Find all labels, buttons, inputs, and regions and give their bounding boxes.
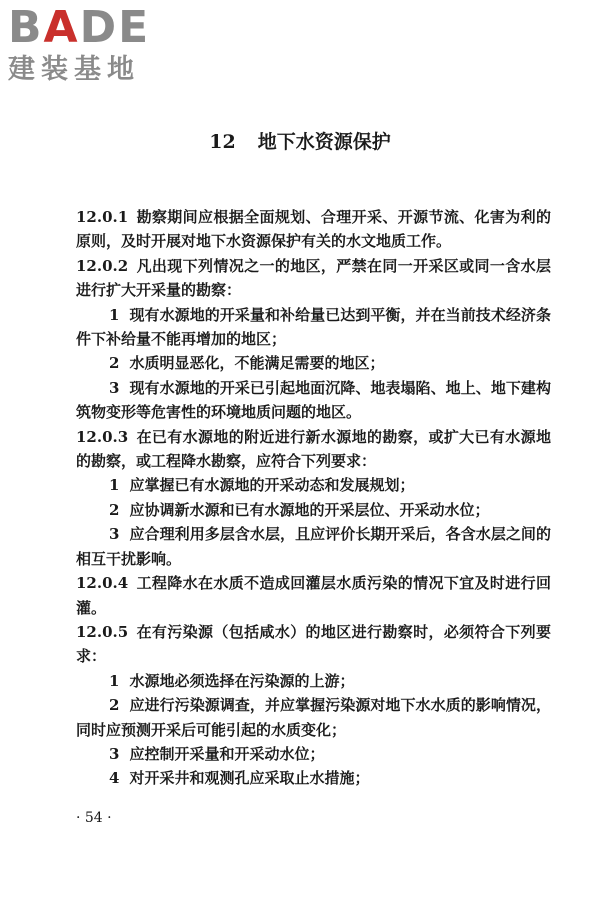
list-item (76, 303, 551, 352)
list-item (76, 766, 551, 790)
list-item (76, 693, 551, 742)
item-number: 3 (109, 744, 120, 763)
list-item (76, 498, 551, 522)
list-item (76, 522, 551, 571)
paragraph-text: 应进行污染源调查，并应掌握污染源对地下水水质的影响情况，同时应预测开采后可能引起的水质变化； (76, 696, 551, 739)
item-number: 1 (109, 476, 120, 495)
clause-number: 12.0.5 (76, 622, 129, 641)
paragraph-text: 应掌握已有水源地的开采动态和发展规划； (129, 476, 415, 495)
paragraph-text: 凡出现下列情况之一的地区，严禁在同一开采区或同一含水层进行扩大开采量的勘察： (76, 256, 551, 300)
clause-paragraph (76, 254, 551, 303)
paragraph-text: 在已有水源地的附近进行新水源地的勘察，或扩大已有水源地的勘察，或工程降水勘察，应符合下列要求： (76, 427, 551, 471)
list-item (76, 669, 551, 693)
clause-number: 12.0.4 (76, 574, 129, 593)
item-number: 2 (109, 354, 120, 373)
paragraph-text: 应控制开采量和开采动水位； (129, 744, 325, 763)
item-number: 3 (109, 378, 120, 397)
clause-paragraph (76, 425, 551, 474)
logo-subtitle: 建装基地 (8, 54, 140, 85)
item-number: 4 (109, 769, 120, 788)
list-item (76, 473, 551, 497)
paragraph-text: 水质明显恶化，不能满足需要的地区； (129, 354, 385, 373)
paragraph-text: 工程降水在水质不造成回灌层水质污染的情况下宜及时进行回灌。 (76, 574, 551, 617)
bade-logo (8, 4, 178, 88)
paragraph-text: 现有水源地的开采量和补给量已达到平衡，并在当前技术经济条件下补给量不能再增加的地区； (76, 305, 551, 349)
item-number: 2 (109, 500, 120, 519)
paragraph-text: 勘察期间应根据全面规划、合理开采、开源节流、化害为利的原则，及时开展对地下水资源保护有关的水文地质工作。 (76, 208, 551, 251)
list-item (76, 742, 551, 766)
clause-paragraph (76, 571, 551, 620)
paragraph-text: 在有污染源（包括咸水）的地区进行勘察时，必须符合下列要求： (76, 622, 551, 666)
chapter-title (0, 128, 600, 156)
paragraph-text: 应合理利用多层含水层，且应评价长期开采后，各含水层之间的相互干扰影响。 (76, 525, 551, 568)
paragraph-text: 对开采井和观测孔应采取止水措施； (129, 769, 370, 788)
logo-wordmark: BADE (8, 2, 151, 53)
list-item (76, 351, 551, 375)
item-number: 1 (109, 305, 120, 324)
paragraph-text: 现有水源地的开采已引起地面沉降、地表塌陷、地上、地下建构筑物变形等危害性的环境地质问题的地区。 (76, 378, 551, 422)
clause-number: 12.0.3 (76, 427, 129, 446)
clause-paragraph (76, 205, 551, 254)
list-item (76, 376, 551, 425)
item-number: 3 (109, 525, 120, 544)
chapter-title-text: 地下水资源保护 (257, 131, 391, 153)
chapter-number: 12 (209, 131, 236, 153)
item-number: 1 (109, 671, 120, 690)
document-body (76, 205, 551, 791)
page-number: · 54 · (76, 810, 112, 826)
clause-number: 12.0.2 (76, 256, 129, 275)
item-number: 2 (109, 696, 120, 715)
clause-number: 12.0.1 (76, 208, 129, 226)
clause-paragraph (76, 620, 551, 669)
paragraph-text: 水源地必须选择在污染源的上游； (129, 671, 355, 690)
paragraph-text: 应协调新水源和已有水源地的开采层位、开采动水位； (129, 500, 490, 519)
